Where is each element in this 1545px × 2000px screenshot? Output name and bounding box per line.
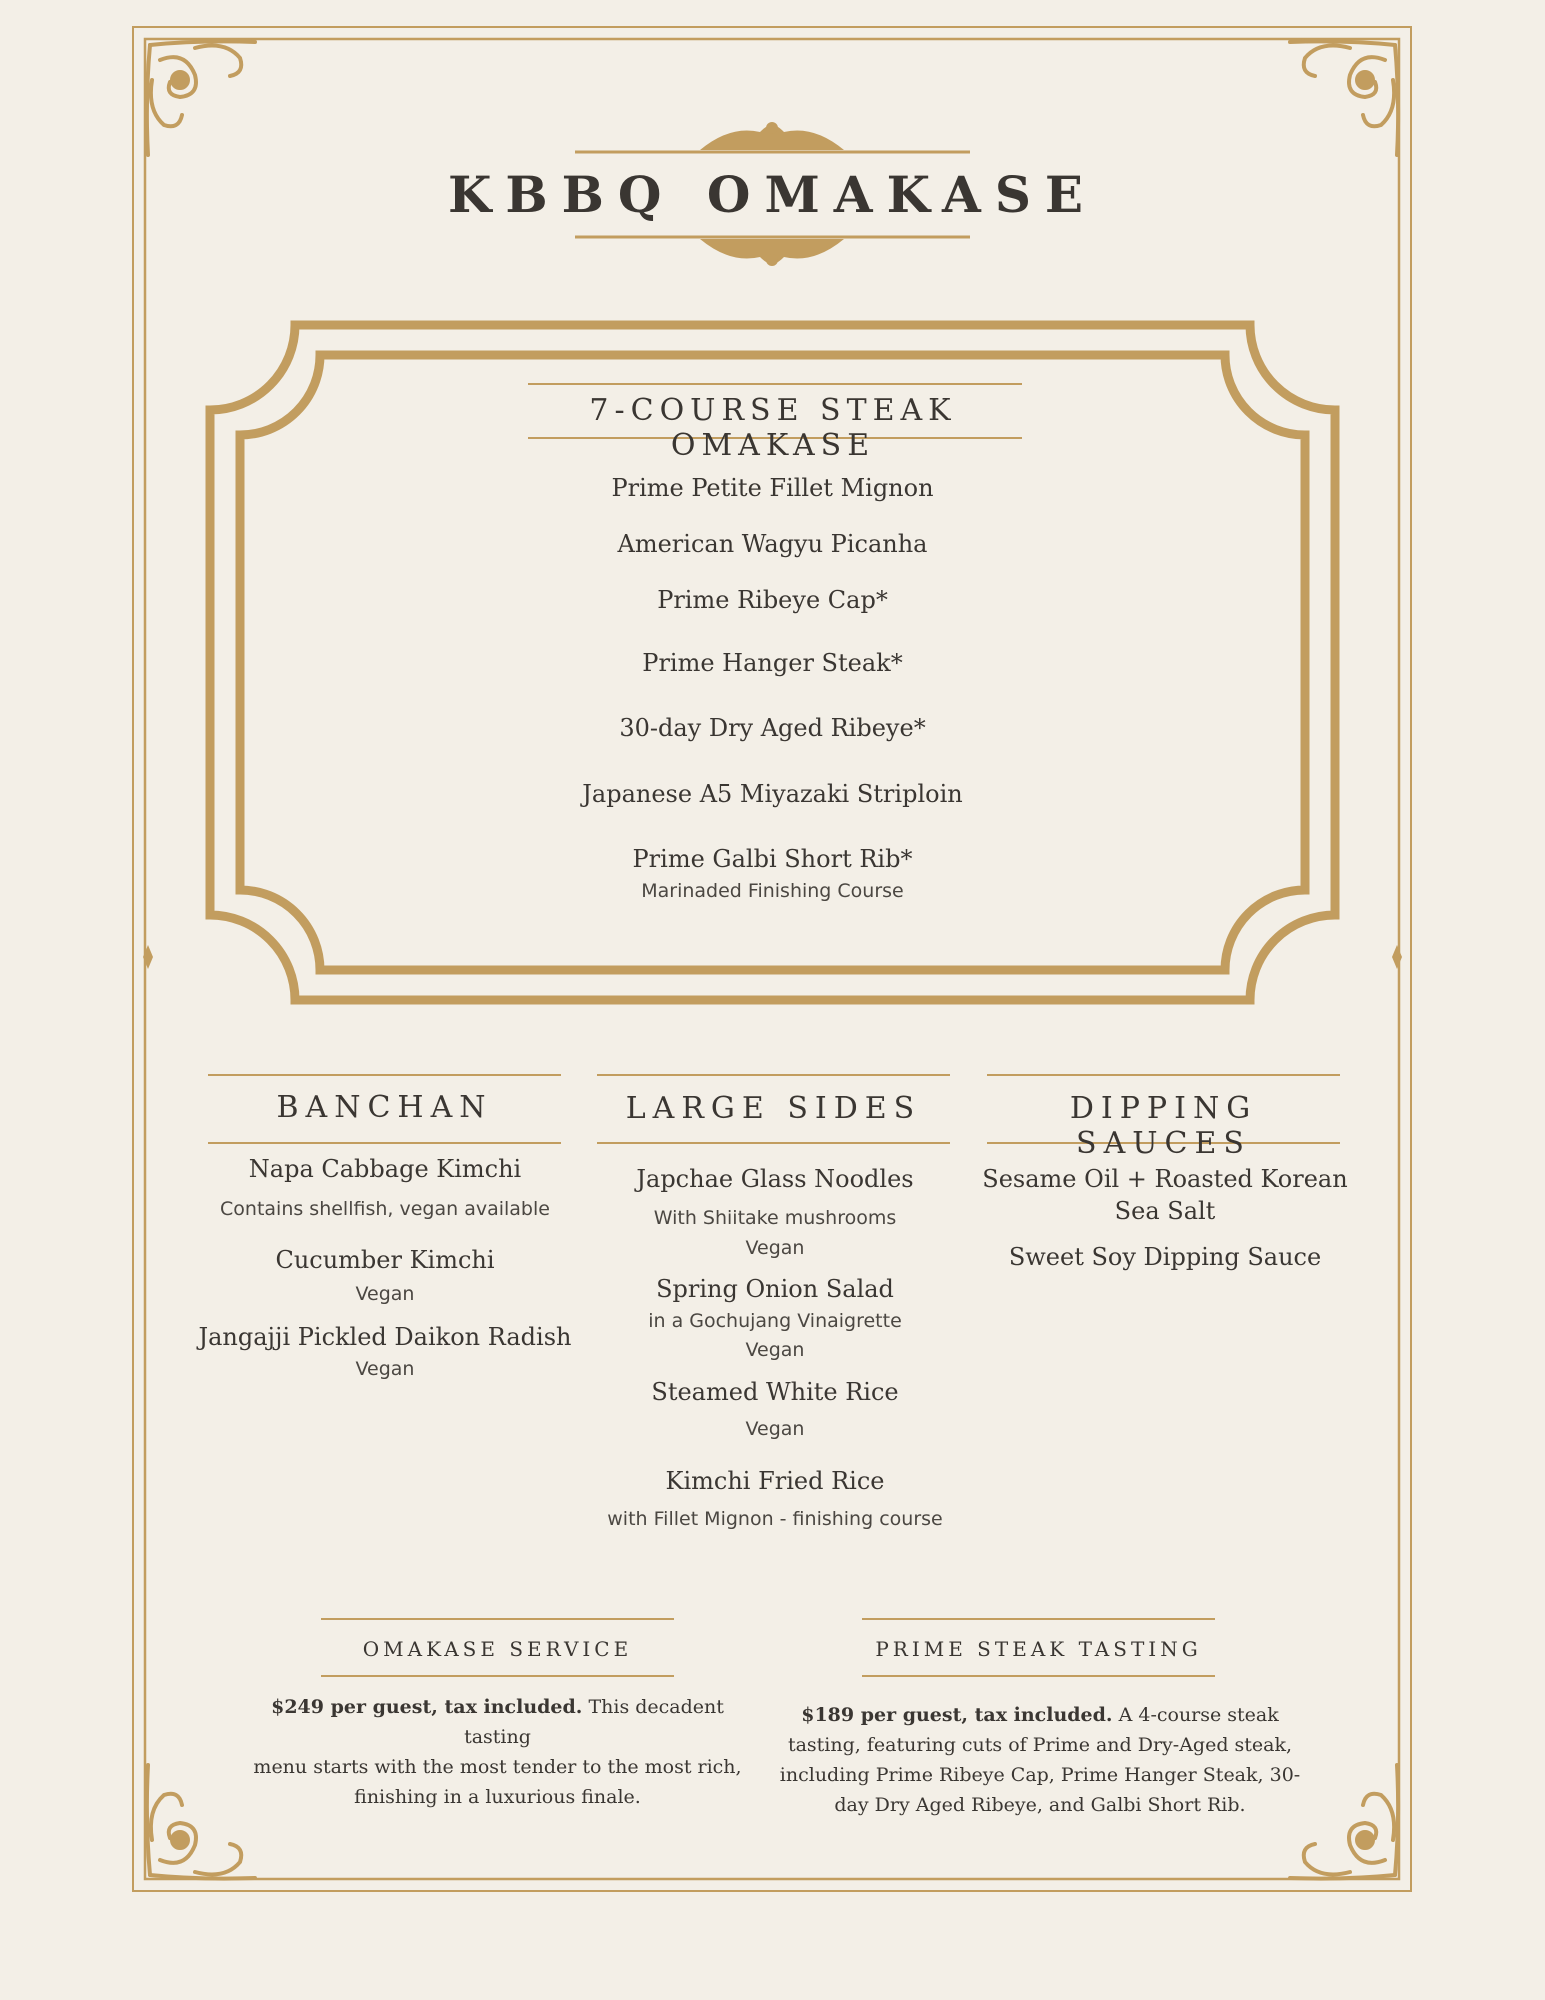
side-note: Vegan — [745, 1418, 805, 1440]
omakase-box-heading: 7-COURSE STEAK OMAKASE — [589, 393, 957, 463]
corner-flourish-bottom-left — [147, 1765, 255, 1879]
course-note: Marinaded Finishing Course — [641, 880, 904, 902]
title-ornament-bottom — [575, 237, 970, 266]
sauce-item: Sesame Oil + Roasted Korean — [982, 1165, 1348, 1193]
corner-flourish-top-left — [147, 41, 255, 155]
course-item: Japanese A5 Miyazaki Striploin — [582, 780, 963, 808]
sauce-item: Sweet Soy Dipping Sauce — [1008, 1243, 1322, 1271]
side-note: in a Gochujang Vinaigrette — [648, 1310, 902, 1332]
prime-steak-tasting-description: $189 per guest, tax included. A 4-course steak tasting, featuring cuts of Prime and Dry-Aged steak, including Prime Ribeye Cap, Prime Hanger Steak, 30- day Dry Aged Ribeye, and Galbi Short Rib. — [779, 1704, 1301, 1816]
banchan-item: Cucumber Kimchi — [275, 1246, 495, 1274]
omakase-service-heading: OMAKASE SERVICE — [362, 1637, 633, 1661]
omakase-service-description: $249 per guest, tax included. This decadent tasting menu starts with the most tender to the most rich, finishing in a luxurious finale. — [253, 1696, 742, 1808]
title-ornament-top — [575, 122, 970, 152]
omakase-service-price: $249 per guest, tax included. — [271, 1696, 583, 1718]
banchan-note: Vegan — [355, 1283, 415, 1305]
banchan-item: Napa Cabbage Kimchi — [248, 1155, 522, 1183]
banchan-note: Contains shellfish, vegan available — [220, 1198, 550, 1220]
sauce-item-continued: Sea Salt — [1114, 1197, 1216, 1225]
side-diamond-right — [1392, 945, 1402, 969]
course-item: Prime Galbi Short Rib* — [632, 845, 913, 873]
large-sides-heading: LARGE SIDES — [625, 1091, 922, 1126]
side-item: Kimchi Fried Rice — [665, 1467, 885, 1495]
corner-flourish-top-right — [1290, 41, 1398, 155]
side-note: Vegan — [745, 1339, 805, 1361]
side-item: Spring Onion Salad — [656, 1275, 894, 1303]
course-item: American Wagyu Picanha — [617, 530, 928, 558]
course-item: Prime Hanger Steak* — [642, 649, 903, 677]
side-item: Japchae Glass Noodles — [636, 1165, 914, 1193]
banchan-item: Jangajji Pickled Daikon Radish — [198, 1323, 572, 1351]
banchan-heading: BANCHAN — [276, 1090, 493, 1125]
side-note: Vegan — [745, 1237, 805, 1259]
side-note: With Shiitake mushrooms — [653, 1207, 897, 1229]
prime-steak-tasting-price: $189 per guest, tax included. — [801, 1704, 1113, 1726]
corner-flourish-bottom-right — [1290, 1765, 1398, 1879]
menu-title: KBBQ OMAKASE — [447, 165, 1098, 224]
prime-steak-tasting-heading: PRIME STEAK TASTING — [875, 1637, 1202, 1661]
course-item: Prime Petite Fillet Mignon — [611, 474, 934, 502]
side-item: Steamed White Rice — [651, 1378, 899, 1406]
course-item: Prime Ribeye Cap* — [657, 586, 888, 614]
dipping-sauces-heading: DIPPING SAUCES — [1069, 1091, 1258, 1161]
course-item: 30-day Dry Aged Ribeye* — [619, 714, 926, 742]
banchan-note: Vegan — [355, 1358, 415, 1380]
side-note: with Fillet Mignon - finishing course — [607, 1508, 943, 1530]
